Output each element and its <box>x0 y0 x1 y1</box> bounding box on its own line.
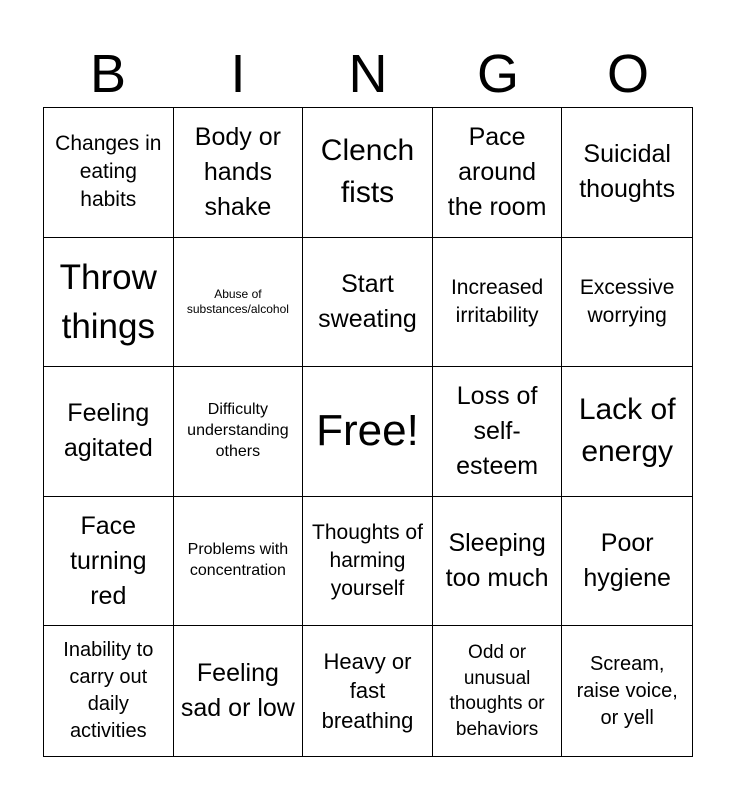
cell-text: Difficulty understanding others <box>187 401 289 460</box>
bingo-cell[interactable] <box>433 497 563 627</box>
bingo-cell[interactable] <box>303 626 433 756</box>
cell-text: Heavy or fast breathing <box>321 648 414 734</box>
cell-text: Odd or unusual thoughts or behaviors <box>449 641 545 740</box>
bingo-cell[interactable] <box>433 238 563 368</box>
header-letter-b: B <box>89 44 127 104</box>
cell-text: Feeling agitated <box>63 399 153 463</box>
bingo-cell[interactable] <box>174 238 304 368</box>
bingo-cell[interactable] <box>44 238 174 368</box>
cell-text: Lack of energy <box>578 393 676 469</box>
bingo-grid <box>43 107 693 757</box>
bingo-cell[interactable] <box>174 367 304 497</box>
bingo-cell[interactable] <box>562 238 692 368</box>
cell-text: Body or hands shake <box>194 122 281 221</box>
header-letter-o: O <box>606 44 649 104</box>
header-letter-g: G <box>476 44 519 104</box>
cell-text: Sleeping too much <box>445 529 549 593</box>
bingo-header <box>43 40 693 108</box>
cell-text: Suicidal thoughts <box>579 140 676 204</box>
cell-text: Inability to carry out daily activities <box>63 639 154 743</box>
cell-text: Changes in eating habits <box>55 131 162 212</box>
cell-text: Increased irritability <box>450 275 544 327</box>
bingo-cell[interactable] <box>303 108 433 238</box>
bingo-cell[interactable] <box>174 626 304 756</box>
cell-text: Problems with concentration <box>187 541 289 580</box>
bingo-cell[interactable] <box>433 108 563 238</box>
cell-text: Start sweating <box>318 269 417 333</box>
bingo-cell[interactable] <box>44 108 174 238</box>
header-letter-i: I <box>230 44 246 104</box>
bingo-cell[interactable] <box>562 367 692 497</box>
bingo-cell[interactable] <box>433 626 563 756</box>
cell-text: Scream, raise voice, or yell <box>576 652 678 729</box>
bingo-cell[interactable] <box>44 626 174 756</box>
bingo-cell[interactable] <box>433 367 563 497</box>
bingo-cell[interactable] <box>562 626 692 756</box>
bingo-cell[interactable] <box>174 497 304 627</box>
cell-text: Abuse of substances/alcohol <box>186 286 289 316</box>
free-space-cell[interactable] <box>303 367 433 497</box>
bingo-cell[interactable] <box>562 497 692 627</box>
cell-text: Poor hygiene <box>583 529 671 593</box>
cell-text: Feeling sad or low <box>180 659 295 723</box>
bingo-cell[interactable] <box>44 367 174 497</box>
cell-text: Thoughts of harming yourself <box>312 520 423 601</box>
bingo-cell[interactable] <box>174 108 304 238</box>
header-letter-n: N <box>348 44 388 104</box>
cell-text: Loss of self-esteem <box>456 381 539 480</box>
bingo-cell[interactable] <box>303 497 433 627</box>
bingo-cell[interactable] <box>303 238 433 368</box>
cell-text: Excessive worrying <box>579 275 675 327</box>
cell-text: Throw things <box>59 257 157 346</box>
free-space-label: Free! <box>316 406 419 456</box>
cell-text: Pace around the room <box>447 122 547 221</box>
cell-text: Face turning red <box>70 511 147 610</box>
cell-text: Clench fists <box>320 134 415 210</box>
bingo-cell[interactable] <box>562 108 692 238</box>
bingo-cell[interactable] <box>44 497 174 627</box>
